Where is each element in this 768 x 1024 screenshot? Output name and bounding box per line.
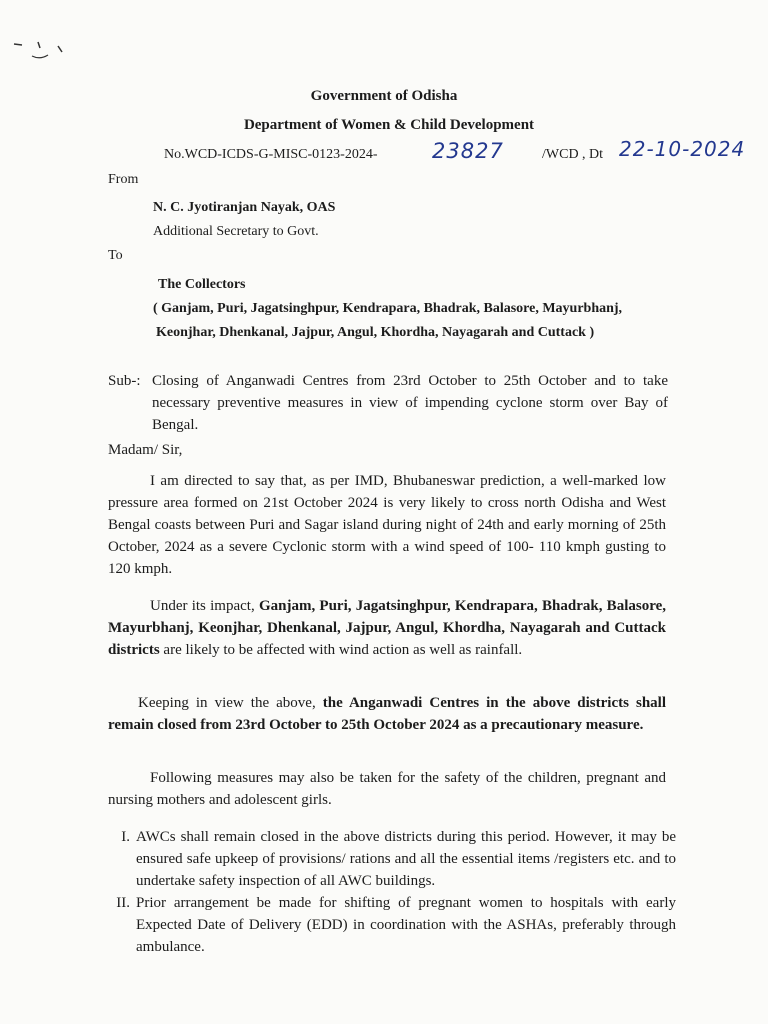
reference-line bbox=[164, 137, 764, 173]
to-label: To bbox=[108, 248, 123, 263]
body-paragraph-4 bbox=[108, 767, 666, 811]
body-paragraph-1 bbox=[108, 470, 666, 580]
body-paragraph-3 bbox=[108, 692, 666, 736]
paragraph-3-closure-notice: the Anganwadi Centres in the above districts shall remain closed from 23rd October to 25th October 2024 as a precautionary measure. bbox=[108, 695, 666, 733]
measure-text: Prior arrangement be made for shifting of pregnant women to hospitals with early Expected Date of Delivery (EDD) in coordination with the ASHAs, preferably through ambulance. bbox=[136, 895, 676, 955]
reference-suffix: /WCD , Dt bbox=[542, 147, 604, 162]
handwritten-date: 22-10-2024 bbox=[619, 137, 746, 161]
measures-list bbox=[104, 826, 676, 958]
from-label: From bbox=[108, 172, 139, 187]
sender-block bbox=[153, 196, 335, 244]
handwritten-letter-number: 23827 bbox=[432, 139, 504, 163]
measure-text: AWCs shall remain closed in the above districts during this period. However, it may be ensured safe upkeep of provisions/ rations and all the essential items /registers etc. and to undertake safety inspection of all AWC buildings. bbox=[136, 829, 676, 889]
recipient-districts-line2: Keonjhar, Dhenkanal, Jajpur, Angul, Khordha, Nayagarah and Cuttack ) bbox=[156, 325, 595, 340]
list-item bbox=[104, 826, 676, 892]
salutation: Madam/ Sir, bbox=[108, 442, 183, 458]
reference-prefix: No.WCD-ICDS-G-MISC-0123-2024- bbox=[164, 147, 378, 162]
recipient-districts-line1: ( Ganjam, Puri, Jagatsinghpur, Kendrapara, Bhadrak, Balasore, Mayurbhanj, bbox=[153, 301, 623, 316]
recipient-block bbox=[153, 273, 733, 345]
scan-mark-icon bbox=[10, 38, 70, 62]
government-heading: Government of Odisha bbox=[310, 88, 458, 104]
sender-name: N. C. Jyotiranjan Nayak, OAS bbox=[153, 200, 336, 215]
subject-label: Sub-: bbox=[108, 373, 141, 389]
measure-number: I. bbox=[121, 829, 130, 845]
paragraph-2-lead: Under its impact, bbox=[150, 598, 259, 614]
paragraph-1-text: I am directed to say that, as per IMD, Bhubaneswar prediction, a well-marked low pressure area formed on 21st October 2024 is very likely to cross north Odisha and West Bengal coasts between Puri and Sagar island during night of 24th and early morning of 25th October, 2024 as a severe Cyclonic storm with a wind speed of 100- 110 kmph gusting to 120 kmph. bbox=[108, 473, 666, 577]
paragraph-4-text: Following measures may also be taken for the safety of the children, pregnant and nursing mothers and adolescent girls. bbox=[108, 770, 666, 808]
paragraph-2-districts: Ganjam, Puri, Jagatsinghpur, Kendrapara, Bhadrak, Balasore, Mayurbhanj, Keonjhar, Dhenkanal, Jajpur, Angul, Khordha, Nayagarah and Cuttack districts bbox=[108, 598, 666, 658]
body-paragraph-2 bbox=[108, 595, 666, 661]
paragraph-3-lead: Keeping in view the above, bbox=[138, 695, 323, 711]
department-heading: Department of Women & Child Development bbox=[243, 117, 535, 133]
subject-text: Closing of Anganwadi Centres from 23rd October to 25th October and to take necessary preventive measures in view of impending cyclone storm over Bay of Bengal. bbox=[152, 373, 668, 433]
list-item bbox=[104, 892, 676, 958]
sender-designation: Additional Secretary to Govt. bbox=[153, 224, 319, 239]
measure-number: II. bbox=[116, 895, 130, 911]
recipient-title: The Collectors bbox=[158, 277, 246, 292]
paragraph-2-tail: are likely to be affected with wind action as well as rainfall. bbox=[159, 642, 523, 658]
